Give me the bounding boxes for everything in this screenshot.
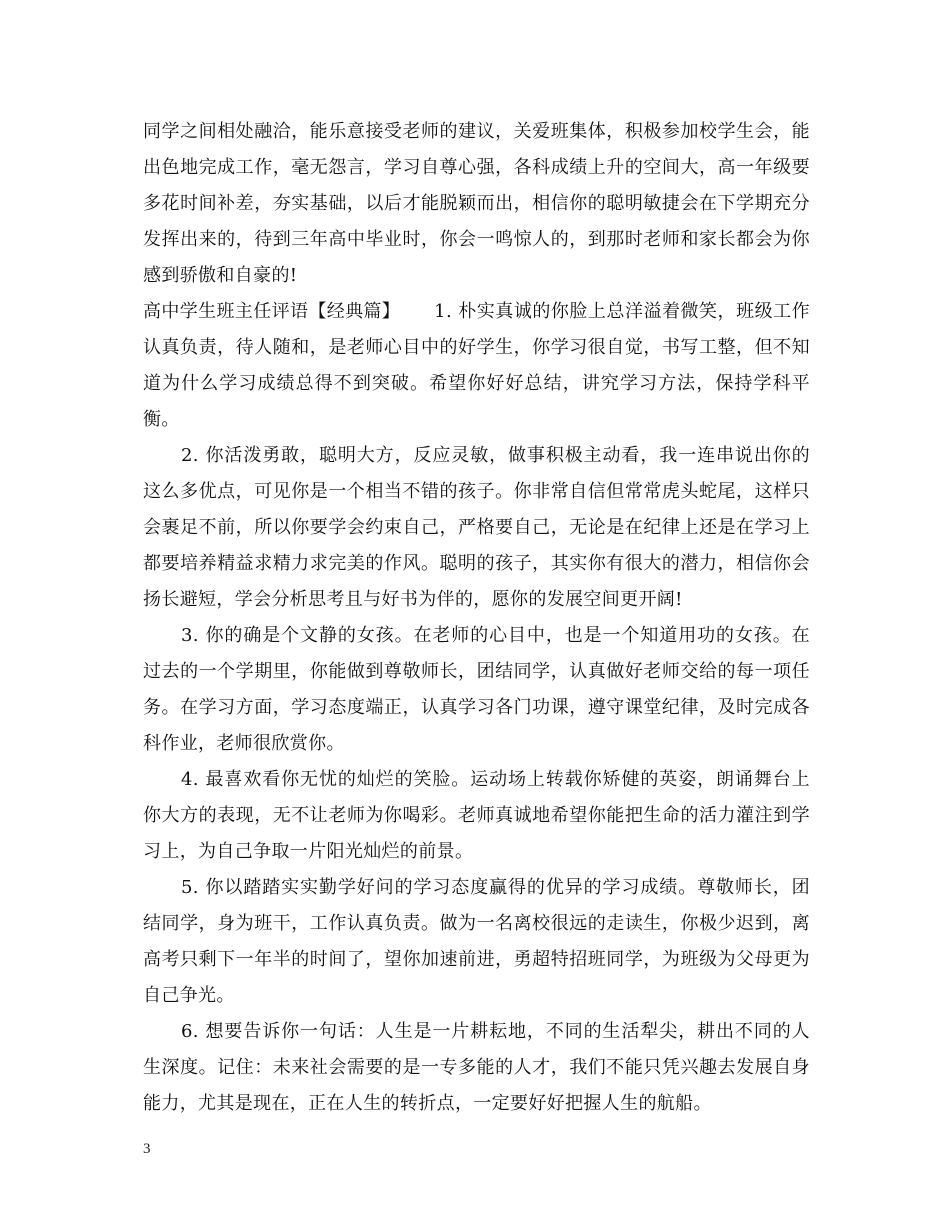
comment-item-6: 6. 想要告诉你一句话：人生是一片耕耘地，不同的生活犁尖，耕出不同的人生深度。记住：未来社会需要的是一专多能的人才，我们不能只凭兴趣去发展自身能力，尤其是现在，正在人生的转折点，一定要好好把握人生的航船。 bbox=[143, 1021, 810, 1114]
document-body bbox=[143, 114, 810, 1122]
comment-item-4: 4. 最喜欢看你无忧的灿烂的笑脸。运动场上转载你矫健的英姿，朗诵舞台上你大方的表现，无不让老师为你喝彩。老师真诚地希望你能把生命的活力灌注到学习上，为自己争取一片阳光灿烂的前景。 bbox=[143, 769, 810, 862]
heading-paragraph bbox=[143, 294, 810, 438]
page-number: 3 bbox=[143, 1141, 151, 1157]
comment-item-2: 2. 你活泼勇敢，聪明大方，反应灵敏，做事积极主动看，我一连串说出你的这么多优点，可见你是一个相当不错的孩子。你非常自信但常常虎头蛇尾，这样只会裹足不前，所以你要学会约束自己，严格要自己，无论是在纪律上还是在学习上都要培养精益求精力求完美的作风。聪明的孩子，其实你有很大的潜力，相信你会扬长避短，学会分析思考且与好书为伴的，愿你的发展空间更开阔! bbox=[143, 445, 810, 610]
intro-paragraph: 同学之间相处融洽，能乐意接受老师的建议，关爱班集体，积极参加校学生会，能出色地完成工作，毫无怨言，学习自尊心强，各科成绩上升的空间大，高一年级要多花时间补差，夯实基础，以后才能脱颖而出，相信你的聪明敏捷会在下学期充分发挥出来的，待到三年高中毕业时，你会一鸣惊人的，到那时老师和家长都会为你感到骄傲和自豪的! bbox=[143, 121, 810, 286]
comment-item-1: 1. 朴实真诚的你脸上总洋溢着微笑，班级工作认真负责，待人随和，是老师心目中的好学生，你学习很自觉，书写工整，但不知道为什么学习成绩总得不到突破。希望你好好总结，讲究学习方法，保持学科平衡。 bbox=[143, 301, 810, 430]
comment-item-3: 3. 你的确是个文静的女孩。在老师的心目中，也是一个知道用功的女孩。在过去的一个学期里，你能做到尊敬师长，团结同学，认真做好老师交给的每一项任务。在学习方面，学习态度端正，认真学习各门功课，遵守课堂纪律，及时完成各科作业，老师很欣赏你。 bbox=[143, 625, 810, 754]
comment-item-5: 5. 你以踏踏实实勤学好问的学习态度赢得的优异的学习成绩。尊敬师长，团结同学，身为班干，工作认真负责。做为一名离校很远的走读生，你极少迟到，离高考只剩下一年半的时间了，望你加速前进，勇超特招班同学，为班级为父母更为自己争光。 bbox=[143, 877, 810, 1006]
section-heading: 高中学生班主任评语【经典篇】 bbox=[143, 301, 401, 322]
